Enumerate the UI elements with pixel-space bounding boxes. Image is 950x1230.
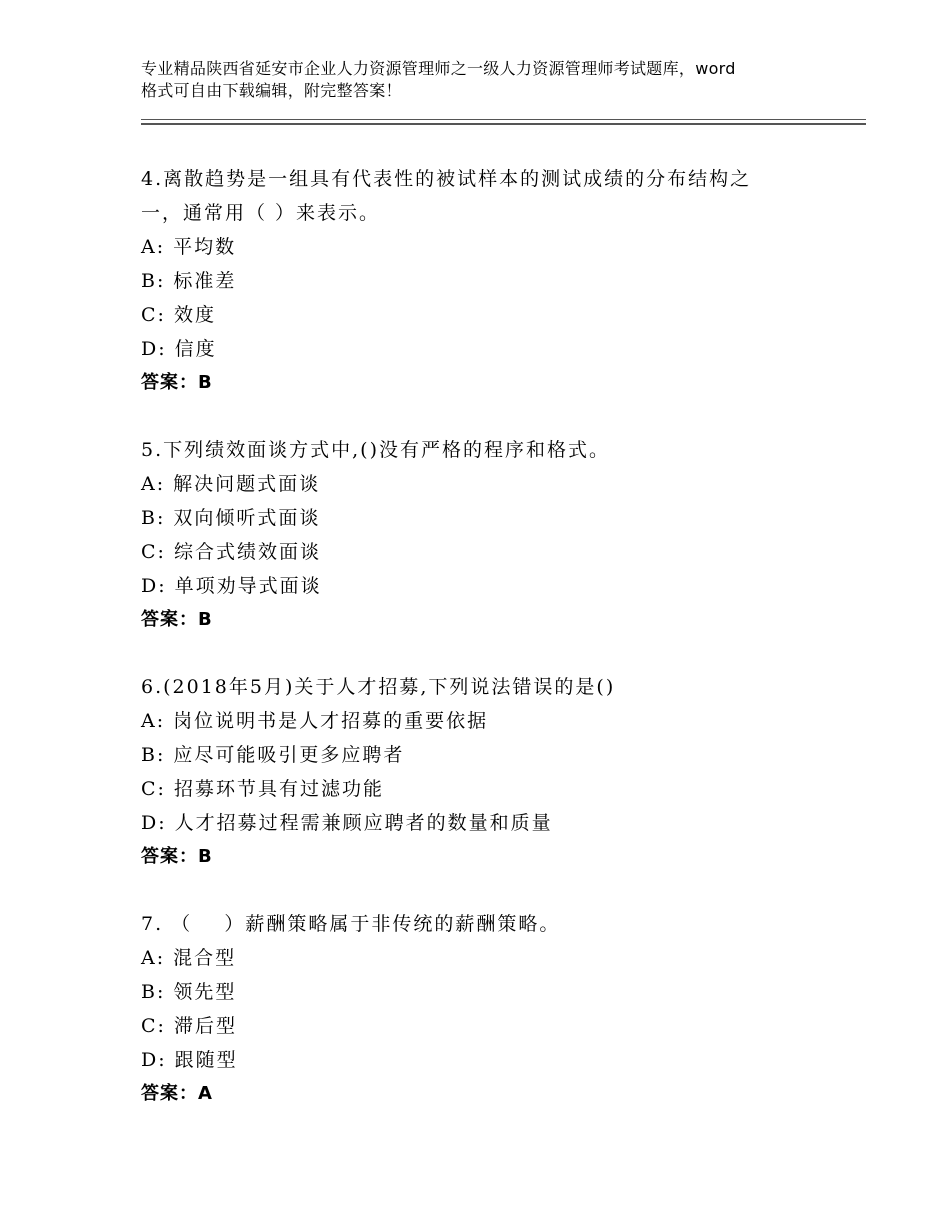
question-stem: 4.离散趋势是一组具有代表性的被试样本的测试成绩的分布结构之	[141, 168, 752, 190]
option-d: D: 信度	[141, 338, 217, 360]
option-b: B: 双向倾听式面谈	[141, 507, 321, 529]
document-header	[141, 58, 841, 102]
question-stem: 一，通常用（ ）来表示。	[141, 202, 381, 224]
question-6	[141, 670, 861, 874]
option-b: B: 应尽可能吸引更多应聘者	[141, 744, 405, 766]
option-a: A: 岗位说明书是人才招募的重要依据	[141, 710, 489, 732]
answer-label: 答案：A	[141, 1083, 213, 1104]
option-d: D: 跟随型	[141, 1049, 238, 1071]
question-stem: 6.(2018年5月)关于人才招募,下列说法错误的是()	[141, 676, 616, 698]
option-c: C: 综合式绩效面谈	[141, 541, 321, 563]
answer-label: 答案：B	[141, 609, 213, 630]
option-c: C: 效度	[141, 304, 216, 326]
option-c: C: 招募环节具有过滤功能	[141, 778, 384, 800]
question-stem: 7. （ ）薪酬策略属于非传统的薪酬策略。	[141, 913, 561, 935]
question-5	[141, 433, 861, 637]
header-divider	[141, 119, 866, 125]
option-a: A: 混合型	[141, 947, 237, 969]
option-d: D: 单项劝导式面谈	[141, 575, 322, 597]
header-title-line-2: 格式可自由下载编辑，附完整答案！	[141, 81, 402, 100]
question-list	[141, 162, 861, 1144]
question-4	[141, 162, 861, 400]
option-b: B: 领先型	[141, 981, 237, 1003]
question-7	[141, 907, 861, 1111]
option-a: A: 解决问题式面谈	[141, 473, 321, 495]
answer-label: 答案：B	[141, 372, 213, 393]
answer-label: 答案：B	[141, 846, 213, 867]
option-a: A: 平均数	[141, 236, 237, 258]
option-b: B: 标准差	[141, 270, 237, 292]
question-stem: 5.下列绩效面谈方式中,()没有严格的程序和格式。	[141, 439, 610, 461]
option-d: D: 人才招募过程需兼顾应聘者的数量和质量	[141, 812, 553, 834]
option-c: C: 滞后型	[141, 1015, 237, 1037]
header-title-line-1: 专业精品陕西省延安市企业人力资源管理师之一级人力资源管理师考试题库，word	[141, 59, 736, 78]
